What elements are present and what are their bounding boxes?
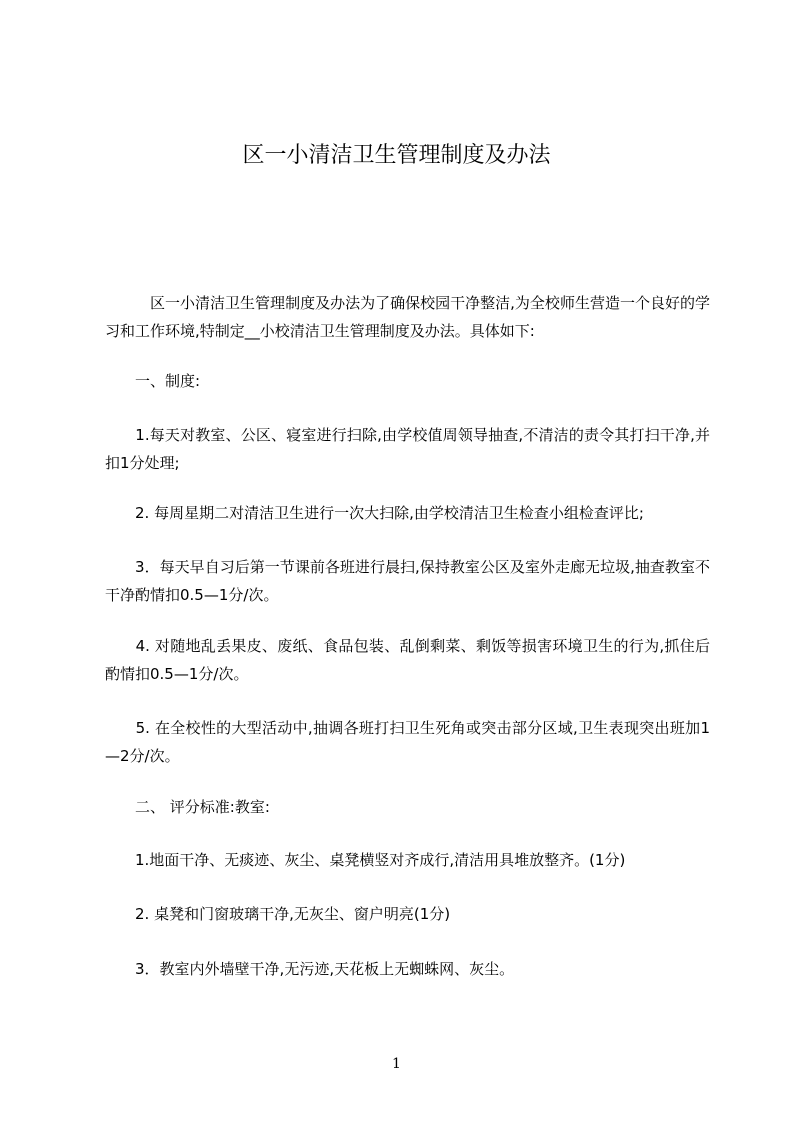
rule-item-5: 5. 在全校性的大型活动中,抽调各班打扫卫生死角或突击部分区域,卫生表现突出班加1—2分/次。	[105, 719, 710, 765]
rule-item-4: 4. 对随地乱丢果皮、废纸、食品包装、乱倒剩菜、剩饭等损害环境卫生的行为,抓住后酌情扣0.5—1分/次。	[105, 637, 710, 683]
scoring-item-3: 3．教室内外墙壁干净,无污迹,天花板上无蜘蛛网、灰尘。	[105, 960, 515, 978]
section-heading-scoring: 二、 评分标准:教室:	[105, 798, 270, 816]
document-title: 区一小清洁卫生管理制度及办法	[242, 143, 551, 168]
scoring-item-1: 1.地面干净、无痰迹、灰尘、桌凳横竖对齐成行,清洁用具堆放整齐。(1分)	[105, 851, 626, 869]
page-number: 1	[392, 1056, 401, 1072]
rule-item-2: 2. 每周星期二对清洁卫生进行一次大扫除,由学校清洁卫生检查小组检查评比;	[105, 504, 644, 522]
intro-paragraph: 区一小清洁卫生管理制度及办法为了确保校园干净整洁,为全校师生营造一个良好的学习和工作环境,特制定__小校清洁卫生管理制度及办法。具体如下:	[105, 294, 710, 340]
scoring-item-2: 2. 桌凳和门窗玻璃干净,无灰尘、窗户明亮(1分)	[105, 905, 451, 923]
rule-item-3: 3．每天早自习后第一节课前各班进行晨扫,保持教室公区及室外走廊无垃圾,抽查教室不干净酌情扣0.5—1分/次。	[105, 558, 710, 604]
rule-item-1: 1.每天对教室、公区、寝室进行扫除,由学校值周领导抽查,不清洁的责令其打扫干净,并扣1分处理;	[105, 426, 710, 472]
section-heading-rules: 一、制度:	[105, 372, 201, 390]
